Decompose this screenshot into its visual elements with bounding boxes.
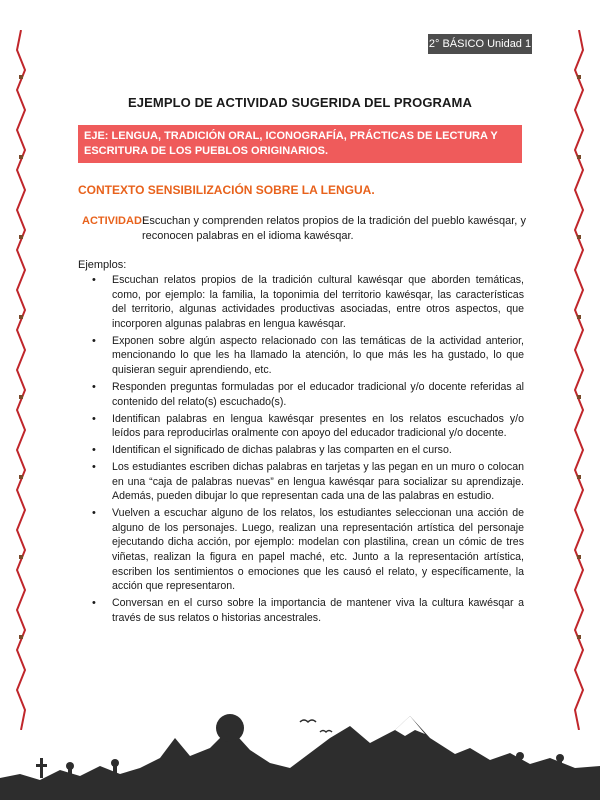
list-item: • Vuelven a escuchar alguno de los relatos, los estudiantes seleccionan una acción de alguno de los personajes. Luego, realizan una representación artística del personaje ejecutando dicha acción, por ejemplo: modelan con plastilina, crean un cómic de tres viñetas, realizan la figura en papel maché, etc. Junto a la representación artística, escriben los sentimientos o emociones que les causó el relato, y específicamente, la acción que representaron. (78, 506, 524, 594)
ejemplos-list (78, 273, 524, 628)
list-item: • Responden preguntas formuladas por el educador tradicional y/o docente referidas al contenido del relato(s) escuchado(s). (78, 380, 524, 409)
list-item: • Identifican el significado de dichas palabras y las comparten en el curso. (78, 443, 524, 458)
grade-unit-badge: 2° BÁSICO Unidad 1 (428, 34, 532, 54)
actividad-label: ACTIVIDAD: (82, 215, 146, 227)
decorative-border-left (14, 30, 28, 730)
ejemplos-heading: Ejemplos: (78, 259, 127, 271)
page-title: EJEMPLO DE ACTIVIDAD SUGERIDA DEL PROGRAMA (128, 95, 472, 110)
decorative-border-right (572, 30, 586, 730)
list-item: • Los estudiantes escriben dichas palabras en tarjetas y las pegan en un muro o colocan en una “caja de palabras nuevas” en lengua kawésqar para socializar su aprendizaje. Además, pueden dibujar lo que representan cada una de las palabras en estudio. (78, 460, 524, 504)
list-item: • Conversan en el curso sobre la importancia de mantener viva la cultura kawésqar a través de sus relatos o historias ancestrales. (78, 596, 524, 625)
list-item: • Exponen sobre algún aspecto relacionado con las temáticas de la actividad anterior, mencionando lo que les ha llamado la atención, lo que más les ha gustado, lo que quisieran seguir aprendiendo, etc. (78, 334, 524, 378)
list-item: • Escuchan relatos propios de la tradición cultural kawésqar que aborden temáticas, como, por ejemplo: la familia, la toponimia del territorio kawésqar, las características del territorio, algunas actividades productivas asociadas, entre otros aspectos, que incorporen algunas palabras en lengua kawésqar. (78, 273, 524, 331)
actividad-text: Escuchan y comprenden relatos propios de la tradición del pueblo kawésqar, y reconocen palabras en el idioma kawésqar. (142, 215, 526, 242)
eje-banner: EJE: LENGUA, TRADICIÓN ORAL, ICONOGRAFÍA, PRÁCTICAS DE LECTURA Y ESCRITURA DE LOS PUEBLOS ORIGINARIOS. (78, 125, 522, 163)
actividad-block (82, 214, 526, 244)
landscape-illustration (0, 708, 600, 800)
list-item: • Identifican palabras en lengua kawésqar presentes en los relatos escuchados y/o leídos para reproducirlas oralmente con apoyo del educador tradicional y/o docente. (78, 412, 524, 441)
contexto-heading: CONTEXTO SENSIBILIZACIÓN SOBRE LA LENGUA. (78, 183, 375, 197)
